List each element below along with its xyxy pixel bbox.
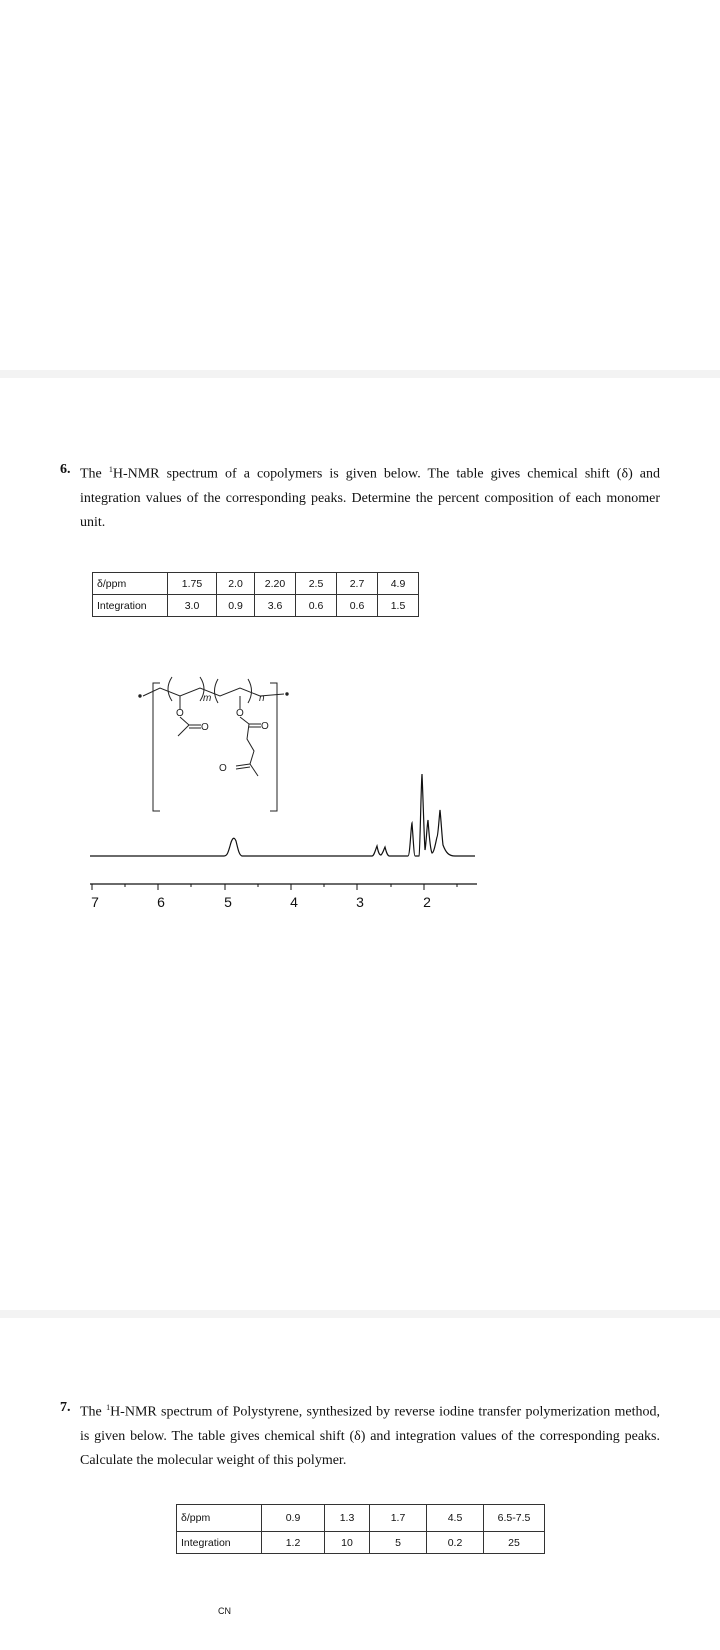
question-7 xyxy=(60,1396,660,1473)
table-row xyxy=(177,1505,545,1532)
table-cell: 1.2 xyxy=(262,1532,325,1554)
table-cell: 0.9 xyxy=(217,595,255,617)
table-cell: 2.0 xyxy=(217,573,255,595)
tick-label: 3 xyxy=(356,894,364,910)
row-label: δ/ppm xyxy=(93,573,168,595)
row-label: Integration xyxy=(177,1532,262,1554)
question-number: 7. xyxy=(60,1400,71,1415)
table-cell: 3.6 xyxy=(255,595,296,617)
spectrum-trace xyxy=(90,774,475,856)
table-cell: 1.5 xyxy=(378,595,419,617)
table-cell: 2.20 xyxy=(255,573,296,595)
table-cell: 4.5 xyxy=(427,1505,484,1532)
table-cell: 10 xyxy=(325,1532,370,1554)
row-label: Integration xyxy=(93,595,168,617)
page-separator xyxy=(0,1310,720,1318)
page-separator xyxy=(0,370,720,378)
table-cell: 5 xyxy=(370,1532,427,1554)
tick-label: 2 xyxy=(423,894,431,910)
table-cell: 6.5-7.5 xyxy=(484,1505,545,1532)
row-label: δ/ppm xyxy=(177,1505,262,1532)
table-cell: 1.75 xyxy=(168,573,217,595)
table-cell: 3.0 xyxy=(168,595,217,617)
oxygen-label: O xyxy=(201,722,209,733)
table-cell: 0.6 xyxy=(296,595,337,617)
question-6 xyxy=(60,458,660,535)
question-text: The $^1$H-NMR spectrum of a copolymers is given below. The table gives chemical shift (δ) and integration values of the corresponding peaks. Determine the percent composition of each monomer unit. xyxy=(80,465,661,530)
nmr-spectrum xyxy=(0,665,720,925)
table-cell: 0.2 xyxy=(427,1532,484,1554)
q7-data-table xyxy=(176,1504,545,1554)
q6-data-table xyxy=(92,572,419,617)
table-cell: 1.3 xyxy=(325,1505,370,1532)
table-cell: 1.7 xyxy=(370,1505,427,1532)
table-cell: 0.6 xyxy=(337,595,378,617)
cn-label: CN xyxy=(218,1606,231,1616)
table-row xyxy=(93,595,419,617)
question-number: 6. xyxy=(60,462,71,477)
oxygen-label: O xyxy=(176,708,184,719)
n-label: n xyxy=(259,693,265,704)
axis-ticks xyxy=(92,884,457,890)
table-cell: 2.7 xyxy=(337,573,378,595)
table-row xyxy=(177,1532,545,1554)
table-cell: 4.9 xyxy=(378,573,419,595)
tick-label: 5 xyxy=(224,894,232,910)
m-label: m xyxy=(203,693,212,704)
table-cell: 0.9 xyxy=(262,1505,325,1532)
question-text: The $^1$H-NMR spectrum of Polystyrene, synthesized by reverse iodine transfer polymerization method, is given below. The table gives chemical shift (δ) and integration values of the corresponding peaks. Calculate the molecular weight of this polymer. xyxy=(80,1403,660,1468)
tick-label: 7 xyxy=(91,894,99,910)
tick-label: 6 xyxy=(157,894,165,910)
table-cell: 2.5 xyxy=(296,573,337,595)
table-cell: 25 xyxy=(484,1532,545,1554)
oxygen-label: O xyxy=(261,721,269,732)
oxygen-label: O xyxy=(236,708,244,719)
table-row xyxy=(93,573,419,595)
tick-label: 4 xyxy=(290,894,298,910)
oxygen-label: O xyxy=(219,763,227,774)
